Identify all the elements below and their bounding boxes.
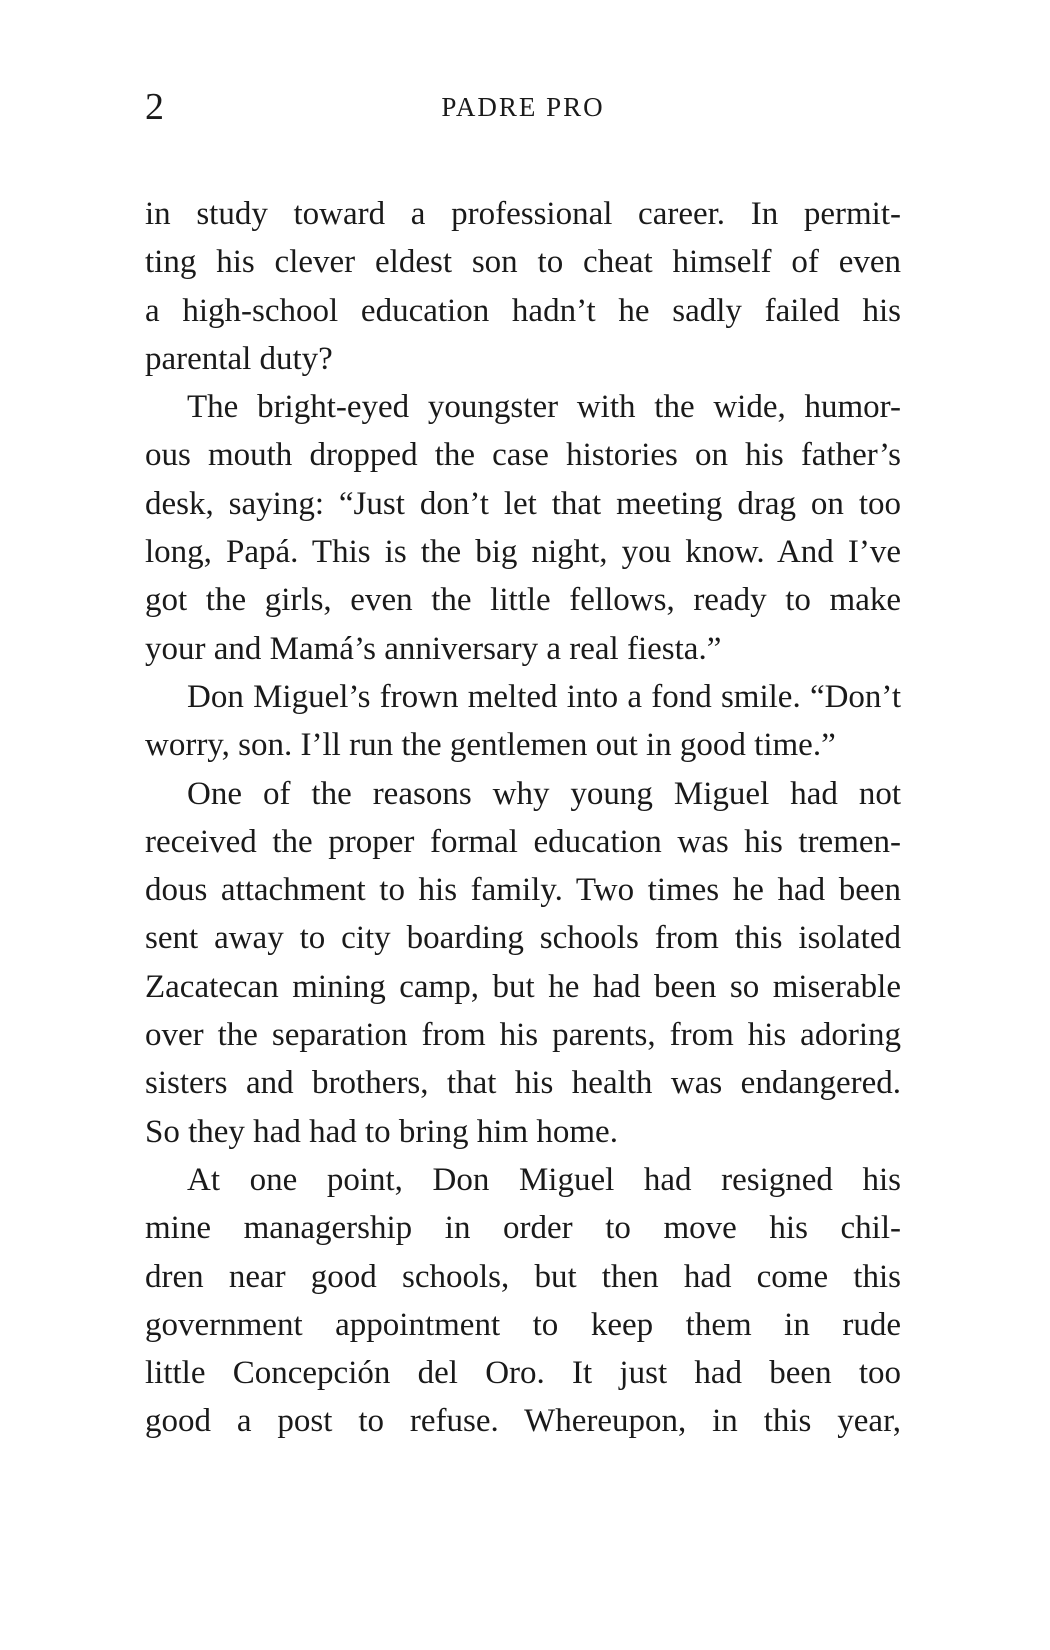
text-line: little Concepción del Oro. It just had been too — [145, 1355, 901, 1392]
text-line: got the girls, even the little fellows, ready to make — [145, 582, 901, 619]
text-line: So they had had to bring him home. — [145, 1113, 618, 1150]
paragraph — [145, 1156, 901, 1446]
paragraph — [145, 770, 901, 1156]
paragraph — [145, 383, 901, 673]
text-line: dren near good schools, but then had come this — [145, 1258, 901, 1295]
text-line: good a post to refuse. Whereupon, in this year, — [145, 1403, 901, 1440]
text-line: in study toward a professional career. In permit- — [145, 196, 901, 232]
text-line: Zacatecan mining camp, but he had been so miserable — [145, 968, 901, 1005]
text-line: sent away to city boarding schools from this isolated — [145, 920, 901, 957]
text-line: received the proper formal education was his tremen- — [145, 823, 901, 860]
paragraph — [145, 673, 901, 770]
text-line: sisters and brothers, that his health was endangered. — [145, 1065, 901, 1102]
text-line: government appointment to keep them in rude — [145, 1306, 901, 1343]
text-line: ting his clever eldest son to cheat himself of even — [145, 244, 901, 281]
text-line: parental duty? — [145, 340, 333, 377]
text-line: At one point, Don Miguel had resigned his — [187, 1161, 901, 1198]
text-line: worry, son. I’ll run the gentlemen out in good time.” — [145, 727, 836, 764]
text-line: The bright-eyed youngster with the wide, humor- — [187, 389, 901, 426]
text-line: One of the reasons why young Miguel had not — [187, 775, 901, 812]
text-line: ous mouth dropped the case histories on his father’s — [145, 437, 901, 474]
text-line: over the separation from his parents, from his adoring — [145, 1017, 901, 1054]
text-line: dous attachment to his family. Two times he had been — [145, 872, 901, 909]
text-line: a high-school education hadn’t he sadly failed his — [145, 292, 901, 329]
text-line: Don Miguel’s frown melted into a fond smile. “Don’t — [187, 678, 901, 715]
body-text — [145, 190, 901, 1446]
running-head: PADRE PRO — [441, 92, 605, 122]
paragraph — [145, 190, 901, 383]
text-line: mine managership in order to move his chil- — [145, 1210, 901, 1247]
text-line: your and Mamá’s anniversary a real fiesta.” — [145, 630, 722, 667]
text-line: desk, saying: “Just don’t let that meeting drag on too — [145, 485, 901, 522]
page-number: 2 — [145, 86, 164, 128]
text-line: long, Papá. This is the big night, you know. And I’ve — [145, 534, 901, 571]
